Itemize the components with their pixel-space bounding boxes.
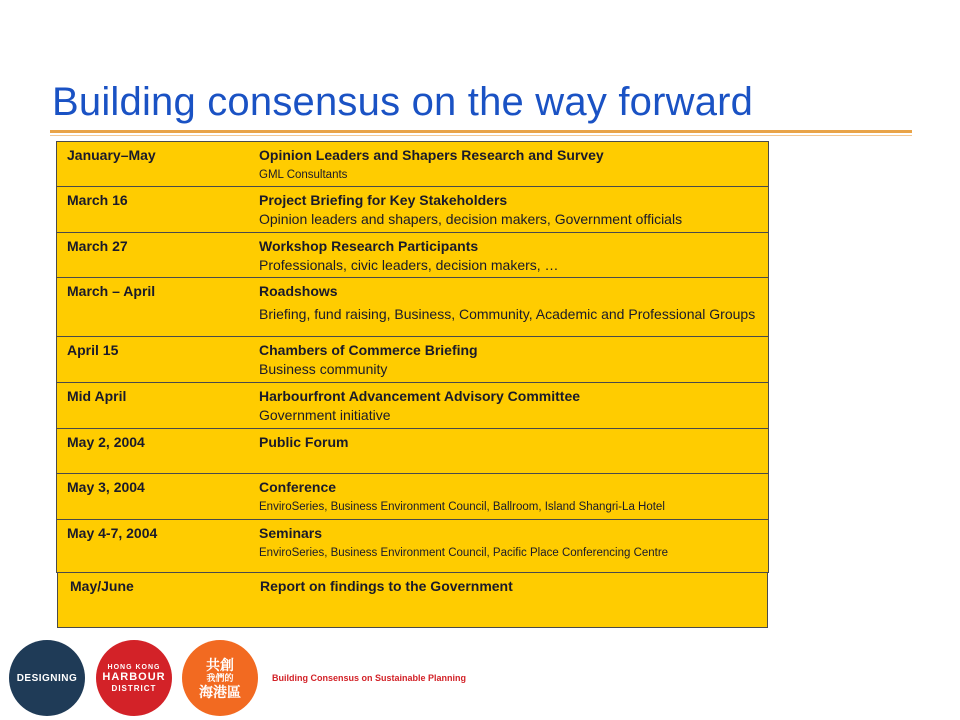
schedule-row [56, 336, 769, 383]
row-description: Opinion leaders and shapers, decision makers, Government officials [259, 211, 683, 227]
row-event: Chambers of Commerce Briefing [259, 342, 478, 358]
chinese-harbour-logo [182, 640, 258, 716]
logo-line: 我們的 [206, 672, 234, 683]
schedule-row [56, 232, 769, 278]
logo-line: HARBOUR [102, 670, 166, 683]
schedule-row [56, 141, 769, 187]
row-description: GML Consultants [259, 169, 348, 181]
row-date: March 27 [67, 238, 128, 254]
footer-tagline: Building Consensus on Sustainable Planning [272, 673, 467, 683]
schedule-row [56, 186, 769, 233]
row-event: Harbourfront Advancement Advisory Committee [259, 388, 581, 404]
row-date: May 2, 2004 [67, 434, 145, 450]
row-description: EnviroSeries, Business Environment Council, Ballroom, Island Shangri-La Hotel [259, 501, 665, 513]
schedule-row [56, 473, 769, 520]
row-date: March – April [67, 283, 156, 299]
row-description: Professionals, civic leaders, decision makers, … [259, 257, 559, 273]
schedule-row [56, 519, 769, 573]
logo-line: 海港區 [199, 683, 241, 700]
row-description: EnviroSeries, Business Environment Council, Pacific Place Conferencing Centre [259, 547, 669, 559]
designing-logo-text: DESIGNING [16, 672, 78, 684]
title-underline-thin [50, 135, 912, 136]
row-date: May/June [70, 578, 134, 594]
logo-line: HONG KONG [107, 663, 161, 671]
row-event: Workshop Research Participants [259, 238, 479, 254]
designing-logo [9, 640, 85, 716]
row-event: Project Briefing for Key Stakeholders [259, 192, 508, 208]
row-event: Public Forum [259, 434, 349, 450]
hong-kong-harbour-district-logo [96, 640, 172, 716]
title-underline [50, 130, 912, 133]
row-event: Roadshows [259, 283, 338, 299]
row-date: March 16 [67, 192, 128, 208]
row-date: May 4-7, 2004 [67, 525, 158, 541]
row-description: Business community [259, 361, 388, 377]
row-event: Conference [259, 479, 337, 495]
row-date: May 3, 2004 [67, 479, 145, 495]
schedule-row [57, 572, 768, 628]
page-title: Building consensus on the way forward [52, 80, 754, 124]
row-date: January–May [67, 147, 156, 163]
row-date: April 15 [67, 342, 119, 358]
logo-line: 共創 [206, 656, 234, 673]
schedule-row [56, 277, 769, 337]
row-date: Mid April [67, 388, 127, 404]
schedule-row [56, 428, 769, 474]
row-event: Report on findings to the Government [260, 578, 513, 594]
row-event: Opinion Leaders and Shapers Research and Survey [259, 147, 604, 163]
row-description: Government initiative [259, 407, 391, 423]
footer-logos [0, 630, 960, 720]
row-event: Seminars [259, 525, 323, 541]
schedule-row [56, 382, 769, 429]
row-description: Briefing, fund raising, Business, Community, Academic and Professional Groups [259, 306, 756, 322]
logo-line: DISTRICT [111, 683, 157, 693]
